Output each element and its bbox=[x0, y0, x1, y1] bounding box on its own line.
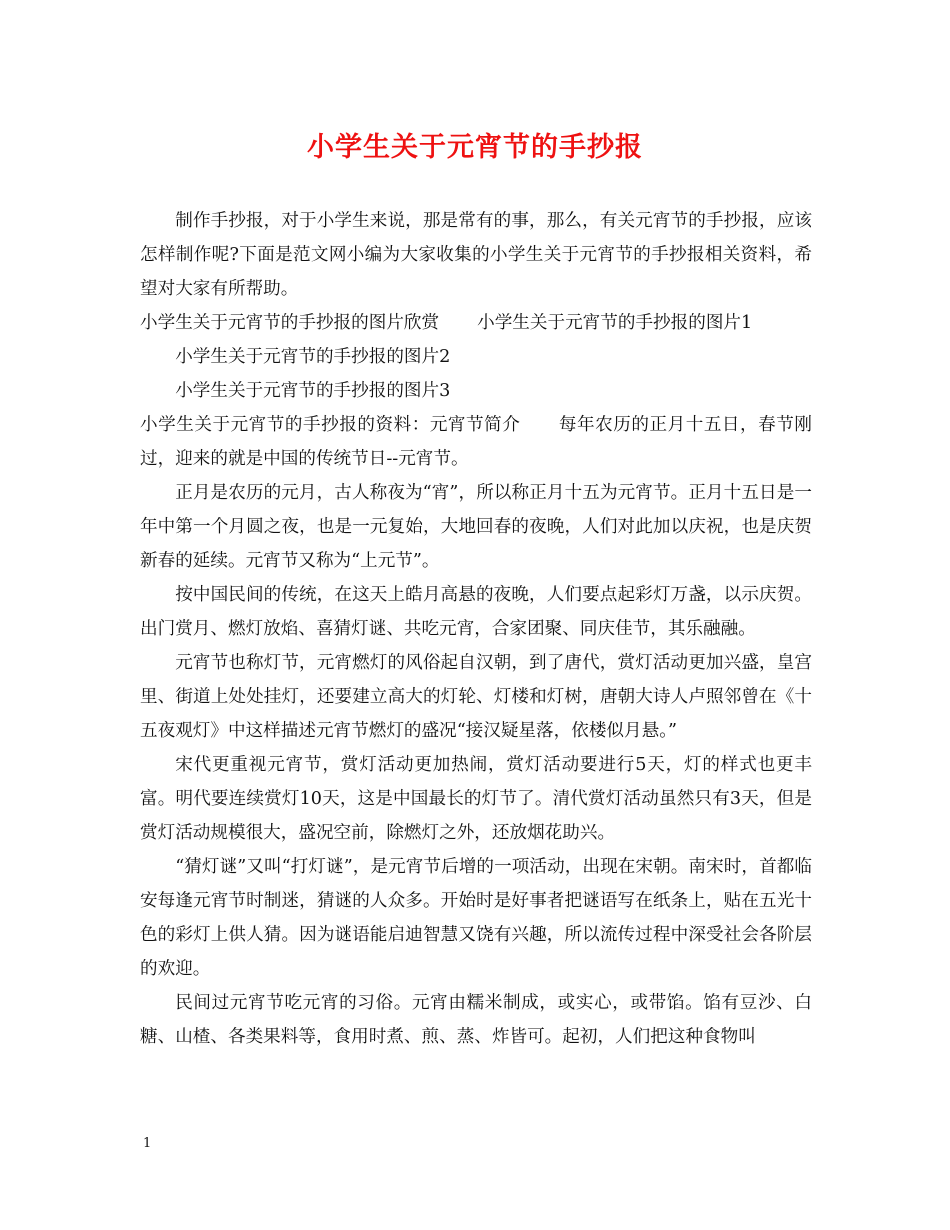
paragraph-4: 宋代更重视元宵节，赏灯活动更加热闹，赏灯活动要进行5天，灯的样式也更丰富。明代要连续赏灯10天，这是中国最长的灯节了。清代赏灯活动虽然只有3天，但是赏灯活动规模很大，盛况空前，除燃灯之外，还放烟花助兴。 bbox=[140, 755, 812, 843]
paragraph-5: “猜灯谜”又叫“打灯谜”，是元宵节后增的一项活动，出现在宋朝。南宋时，首都临安每逢元宵节时制迷，猜谜的人众多。开始时是好事者把谜语写在纸条上，贴在五光十色的彩灯上供人猜。因为谜语能启迪智慧又饶有兴趣，所以流传过程中深受社会各阶层的欢迎。 bbox=[140, 857, 812, 979]
page-number: 1 bbox=[143, 1136, 152, 1151]
picture-caption-2: 小学生关于元宵节的手抄报的图片2 bbox=[175, 347, 451, 367]
paragraph-3: 元宵节也称灯节，元宵燃灯的风俗起自汉朝，到了唐代，赏灯活动更加兴盛，皇宫里、街道上处处挂灯，还要建立高大的灯轮、灯楼和灯树，唐朝大诗人卢照邻曾在《十五夜观灯》中这样描述元宵节燃灯的盛况“接汉疑星落，依楼似月悬。” bbox=[140, 653, 812, 741]
document-body bbox=[140, 204, 812, 1054]
gallery-line bbox=[140, 306, 812, 340]
info-paragraph bbox=[140, 408, 812, 476]
paragraph-2: 按中国民间的传统，在这天上皓月高悬的夜晚，人们要点起彩灯万盏，以示庆贺。出门赏月、燃灯放焰、喜猜灯谜、共吃元宵，合家团聚、同庆佳节，其乐融融。 bbox=[140, 585, 812, 639]
info-lead: 每年农历的正月十五日，春节刚过，迎来的就是中国的传统节日--元宵节。 bbox=[140, 415, 812, 469]
paragraph-1: 正月是农历的元月，古人称夜为“宵”，所以称正月十五为元宵节。正月十五日是一年中第一个月圆之夜，也是一元复始，大地回春的夜晚，人们对此加以庆祝，也是庆贺新春的延续。元宵节又称为“上元节”。 bbox=[140, 483, 812, 571]
paragraph-6: 民间过元宵节吃元宵的习俗。元宵由糯米制成，或实心，或带馅。馅有豆沙、白糖、山楂、各类果料等，食用时煮、煎、蒸、炸皆可。起初，人们把这种食物叫 bbox=[140, 993, 812, 1047]
document-title: 小学生关于元宵节的手抄报 bbox=[307, 132, 643, 163]
picture-caption-3: 小学生关于元宵节的手抄报的图片3 bbox=[175, 381, 451, 401]
intro-paragraph: 制作手抄报，对于小学生来说，那是常有的事，那么，有关元宵节的手抄报，应该怎样制作呢?下面是范文网小编为大家收集的小学生关于元宵节的手抄报相关资料，希望对大家有所帮助。 bbox=[140, 211, 812, 299]
info-heading: 小学生关于元宵节的手抄报的资料：元宵节简介 bbox=[140, 415, 521, 435]
picture-caption-1: 小学生关于元宵节的手抄报的图片1 bbox=[477, 313, 753, 333]
gallery-heading: 小学生关于元宵节的手抄报的图片欣赏 bbox=[140, 313, 440, 333]
